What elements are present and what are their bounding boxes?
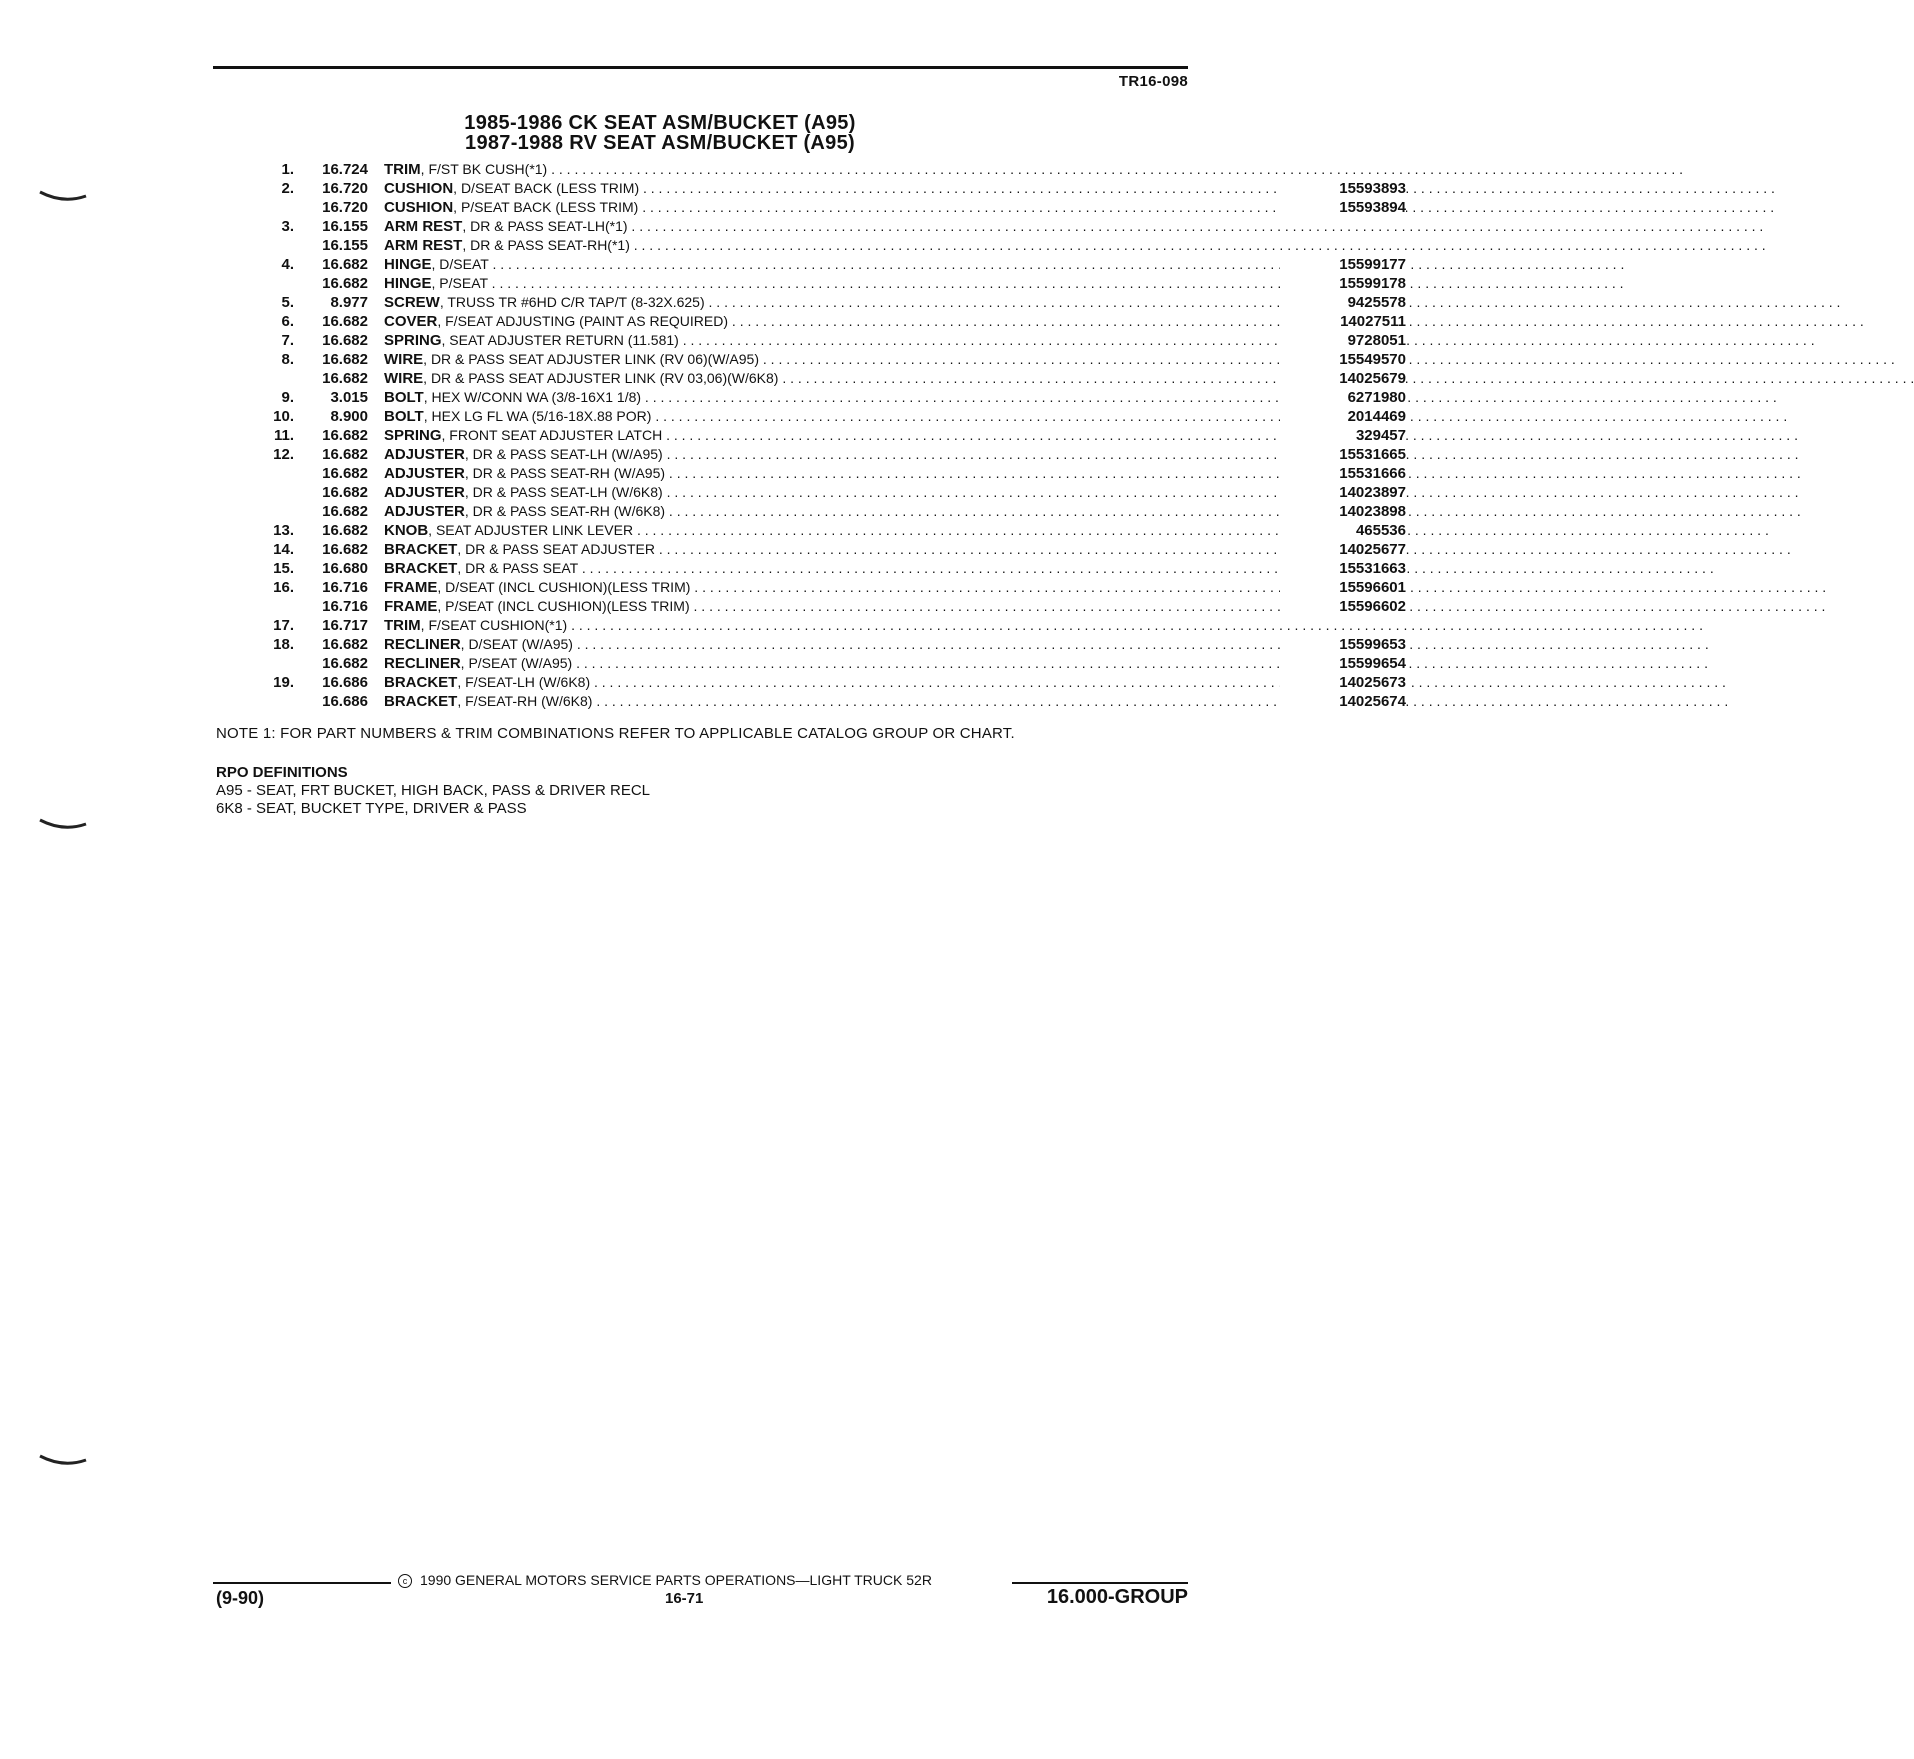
group-number: 16.686	[322, 674, 368, 691]
part-number: 15593893	[1280, 179, 1406, 198]
item-index: 9.	[281, 389, 294, 406]
part-name: WIRE	[384, 351, 424, 368]
part-detail: , DR & PASS SEAT-LH (W/6K8)	[464, 484, 663, 500]
item-index: 18.	[273, 636, 294, 653]
part-detail: , DR & PASS SEAT-LH(*1)	[462, 218, 628, 234]
part-name: COVER	[384, 313, 438, 330]
group-number: 16.682	[322, 427, 368, 444]
parts-list	[222, 160, 1406, 711]
group-number: 3.015	[330, 389, 368, 406]
part-name: SPRING	[384, 427, 442, 444]
group-number: 16.680	[322, 560, 368, 577]
item-index: 7.	[281, 332, 294, 349]
group-number: 16.155	[322, 237, 368, 254]
part-description	[384, 160, 1290, 179]
part-name: RECLINER	[384, 655, 461, 672]
part-name: ARM REST	[384, 237, 463, 254]
item-index: 10.	[273, 408, 294, 425]
part-description	[384, 635, 1290, 654]
table-row	[222, 521, 1406, 540]
group-number: 16.682	[322, 522, 368, 539]
group-number: 16.682	[322, 446, 368, 463]
copyright-symbol: c	[398, 1574, 412, 1588]
part-detail: , D/SEAT (W/A95)	[460, 636, 573, 652]
part-description	[384, 217, 1290, 236]
table-row	[222, 445, 1406, 464]
part-detail: , P/SEAT (W/A95)	[460, 655, 573, 671]
title-line-1: 1985-1986 CK SEAT ASM/BUCKET (A95)	[464, 112, 856, 134]
group-number: 16.682	[322, 541, 368, 558]
part-name: ARM REST	[384, 218, 463, 235]
table-row	[222, 160, 1187, 179]
rpo-line-6k8: 6K8 - SEAT, BUCKET TYPE, DRIVER & PASS	[216, 800, 527, 817]
part-description	[384, 388, 1290, 407]
title-line-2: 1987-1988 RV SEAT ASM/BUCKET (A95)	[465, 132, 855, 154]
part-name: SPRING	[384, 332, 442, 349]
part-number: 15596602	[1280, 597, 1406, 616]
page-number: 16-71	[665, 1590, 704, 1607]
table-row	[222, 293, 1406, 312]
group-number: 16.716	[322, 598, 368, 615]
item-index: 19.	[273, 674, 294, 691]
group-number: 16.716	[322, 579, 368, 596]
copyright-text: 1990 GENERAL MOTORS SERVICE PARTS OPERATIONS—LIGHT TRUCK 52R	[420, 1572, 932, 1588]
part-number: 15599177	[1280, 255, 1406, 274]
item-index: 4.	[281, 256, 294, 273]
group-number: 16.682	[322, 465, 368, 482]
item-index: 13.	[273, 522, 294, 539]
table-row	[222, 654, 1406, 673]
part-detail: , HEX LG FL WA (5/16-18X.88 POR)	[423, 408, 652, 424]
group-number: 16.720	[322, 180, 368, 197]
part-detail: , SEAT ADJUSTER LINK LEVER	[428, 522, 634, 538]
part-detail: , D/SEAT (INCL CUSHION)(LESS TRIM)	[437, 579, 691, 595]
part-detail: , DR & PASS SEAT-RH (W/A95)	[464, 465, 666, 481]
part-detail: , DR & PASS SEAT-RH (W/6K8)	[464, 503, 666, 519]
part-detail: , HEX W/CONN WA (3/8-16X1 1/8)	[423, 389, 642, 405]
part-name: BRACKET	[384, 560, 458, 577]
group-label: 16.000-GROUP	[1046, 1586, 1188, 1608]
part-name: BOLT	[384, 389, 424, 406]
table-row	[222, 388, 1406, 407]
part-description	[384, 483, 1290, 502]
table-row	[222, 407, 1406, 426]
table-row	[222, 426, 1406, 445]
part-description	[384, 502, 1290, 521]
part-detail: , P/SEAT	[431, 275, 488, 291]
part-detail: , F/SEAT CUSHION(*1)	[420, 617, 568, 633]
footer-rule-right	[1012, 1582, 1188, 1584]
group-number: 8.900	[330, 408, 368, 425]
revision-date: (9-90)	[216, 1588, 265, 1608]
page-code: TR16-098	[1118, 73, 1188, 90]
part-detail: , SEAT ADJUSTER RETURN (11.581)	[441, 332, 679, 348]
part-number: 15599654	[1280, 654, 1406, 673]
group-number: 16.686	[322, 693, 368, 710]
rpo-definitions	[216, 764, 650, 818]
top-rule	[213, 66, 1188, 69]
footnote: NOTE 1: FOR PART NUMBERS & TRIM COMBINATIONS REFER TO APPLICABLE CATALOG GROUP OR CHART.	[216, 725, 1015, 742]
group-number: 16.682	[322, 256, 368, 273]
part-name: FRAME	[384, 598, 438, 615]
part-detail: , F/SEAT ADJUSTING (PAINT AS REQUIRED)	[437, 313, 729, 329]
group-number: 16.682	[322, 503, 368, 520]
table-row	[222, 236, 1187, 255]
part-detail: , DR & PASS SEAT-RH(*1)	[462, 237, 630, 253]
group-number: 16.682	[322, 655, 368, 672]
part-description	[384, 616, 1290, 635]
rpo-heading: RPO DEFINITIONS	[216, 764, 348, 781]
part-description	[384, 654, 1290, 673]
part-number: 2014469	[1280, 407, 1406, 426]
part-number: 9425578	[1280, 293, 1406, 312]
part-number: 15549570	[1280, 350, 1406, 369]
item-index: 14.	[273, 541, 294, 558]
table-row	[222, 559, 1406, 578]
part-name: FRAME	[384, 579, 438, 596]
item-index: 1.	[281, 161, 294, 178]
part-detail: , FRONT SEAT ADJUSTER LATCH	[441, 427, 663, 443]
table-row	[222, 274, 1406, 293]
table-row	[222, 597, 1406, 616]
table-row	[222, 483, 1406, 502]
part-name: CUSHION	[384, 199, 454, 216]
part-description	[384, 597, 1290, 616]
part-number: 329457	[1280, 426, 1406, 445]
part-name: HINGE	[384, 256, 432, 273]
group-number: 8.977	[330, 294, 368, 311]
part-description	[384, 464, 1290, 483]
part-name: BRACKET	[384, 693, 458, 710]
part-detail: , DR & PASS SEAT-LH (W/A95)	[464, 446, 663, 462]
binder-mark-icon	[38, 190, 88, 202]
rpo-line-a95: A95 - SEAT, FRT BUCKET, HIGH BACK, PASS & DRIVER RECL	[216, 782, 651, 799]
table-row	[222, 540, 1406, 559]
binder-mark-icon	[38, 1454, 88, 1466]
part-description	[384, 255, 1290, 274]
part-number: 15531663	[1280, 559, 1406, 578]
table-row	[222, 198, 1406, 217]
table-row	[222, 331, 1406, 350]
part-description	[384, 179, 1290, 198]
part-number: 15599653	[1280, 635, 1406, 654]
part-description	[384, 274, 1290, 293]
part-name: RECLINER	[384, 636, 461, 653]
part-detail: , F/SEAT-LH (W/6K8)	[457, 674, 591, 690]
part-description	[384, 236, 1290, 255]
part-name: BOLT	[384, 408, 424, 425]
part-detail: , D/SEAT	[431, 256, 489, 272]
part-name: BRACKET	[384, 541, 458, 558]
table-row	[222, 369, 1406, 388]
item-index: 6.	[281, 313, 294, 330]
group-number: 16.682	[322, 275, 368, 292]
table-row	[222, 616, 1187, 635]
part-number: 14025674	[1280, 692, 1406, 711]
item-index: 15.	[273, 560, 294, 577]
part-description	[384, 559, 1290, 578]
part-detail: , DR & PASS SEAT ADJUSTER LINK (RV 03,06)(W/6K8)	[423, 370, 779, 386]
part-description	[384, 198, 1290, 217]
part-number: 15599178	[1280, 274, 1406, 293]
part-detail: , F/SEAT-RH (W/6K8)	[457, 693, 593, 709]
part-number: 465536	[1280, 521, 1406, 540]
part-detail: , P/SEAT (INCL CUSHION)(LESS TRIM)	[437, 598, 690, 614]
part-detail: , DR & PASS SEAT ADJUSTER	[457, 541, 655, 557]
part-name: TRIM	[384, 161, 421, 178]
group-number: 16.682	[322, 332, 368, 349]
part-name: WIRE	[384, 370, 424, 387]
part-description	[384, 578, 1290, 597]
group-number: 16.717	[322, 617, 368, 634]
part-number: 15531666	[1280, 464, 1406, 483]
table-row	[222, 350, 1406, 369]
group-number: 16.724	[322, 161, 368, 178]
table-row	[222, 312, 1406, 331]
group-number: 16.682	[322, 484, 368, 501]
part-name: ADJUSTER	[384, 484, 465, 501]
group-number: 16.720	[322, 199, 368, 216]
part-name: HINGE	[384, 275, 432, 292]
item-index: 8.	[281, 351, 294, 368]
item-index: 17.	[273, 617, 294, 634]
page-title	[300, 113, 1020, 153]
part-name: ADJUSTER	[384, 465, 465, 482]
part-detail: , F/ST BK CUSH(*1)	[420, 161, 548, 177]
part-number: 15531665	[1280, 445, 1406, 464]
part-name: TRIM	[384, 617, 421, 634]
part-description	[384, 426, 1290, 445]
part-name: CUSHION	[384, 180, 454, 197]
item-index: 16.	[273, 579, 294, 596]
part-description	[384, 369, 1290, 388]
binder-mark-icon	[38, 818, 88, 830]
part-number: 6271980	[1280, 388, 1406, 407]
part-description	[384, 692, 1290, 711]
table-row	[222, 673, 1406, 692]
table-row	[222, 464, 1406, 483]
part-detail: , DR & PASS SEAT	[457, 560, 578, 576]
item-index: 12.	[273, 446, 294, 463]
item-index: 3.	[281, 218, 294, 235]
part-number: 14025673	[1280, 673, 1406, 692]
table-row	[222, 255, 1406, 274]
part-detail: , DR & PASS SEAT ADJUSTER LINK (RV 06)(W/A95)	[423, 351, 760, 367]
part-name: ADJUSTER	[384, 446, 465, 463]
part-number: 14027511	[1280, 312, 1406, 331]
part-description	[384, 540, 1290, 559]
part-description	[384, 445, 1290, 464]
part-number: 14025677	[1280, 540, 1406, 559]
group-number: 16.155	[322, 218, 368, 235]
part-name: BRACKET	[384, 674, 458, 691]
part-detail: , D/SEAT BACK (LESS TRIM)	[453, 180, 640, 196]
copyright	[398, 1572, 932, 1588]
part-description	[384, 331, 1290, 350]
part-number: 15596601	[1280, 578, 1406, 597]
group-number: 16.682	[322, 351, 368, 368]
part-name: SCREW	[384, 294, 440, 311]
item-index: 5.	[281, 294, 294, 311]
part-description	[384, 521, 1290, 540]
part-detail: , TRUSS TR #6HD C/R TAP/T (8-32X.625)	[439, 294, 705, 310]
part-number: 14023897	[1280, 483, 1406, 502]
group-number: 16.682	[322, 370, 368, 387]
table-row	[222, 635, 1406, 654]
footer-rule-left	[213, 1582, 391, 1584]
part-description	[384, 350, 1290, 369]
item-index: 11.	[273, 427, 294, 444]
part-description	[384, 673, 1290, 692]
part-number: 9728051	[1280, 331, 1406, 350]
part-name: ADJUSTER	[384, 503, 465, 520]
part-number: 15593894	[1280, 198, 1406, 217]
part-detail: , P/SEAT BACK (LESS TRIM)	[453, 199, 639, 215]
table-row	[222, 179, 1406, 198]
table-row	[222, 502, 1406, 521]
group-number: 16.682	[322, 313, 368, 330]
part-name: KNOB	[384, 522, 429, 539]
part-number: 14023898	[1280, 502, 1406, 521]
part-description	[384, 293, 1290, 312]
table-row	[222, 578, 1406, 597]
item-index: 2.	[281, 180, 294, 197]
group-number: 16.682	[322, 636, 368, 653]
table-row	[222, 692, 1406, 711]
table-row	[222, 217, 1187, 236]
part-description	[384, 312, 1290, 331]
part-number: 14025679	[1280, 369, 1406, 388]
part-description	[384, 407, 1290, 426]
